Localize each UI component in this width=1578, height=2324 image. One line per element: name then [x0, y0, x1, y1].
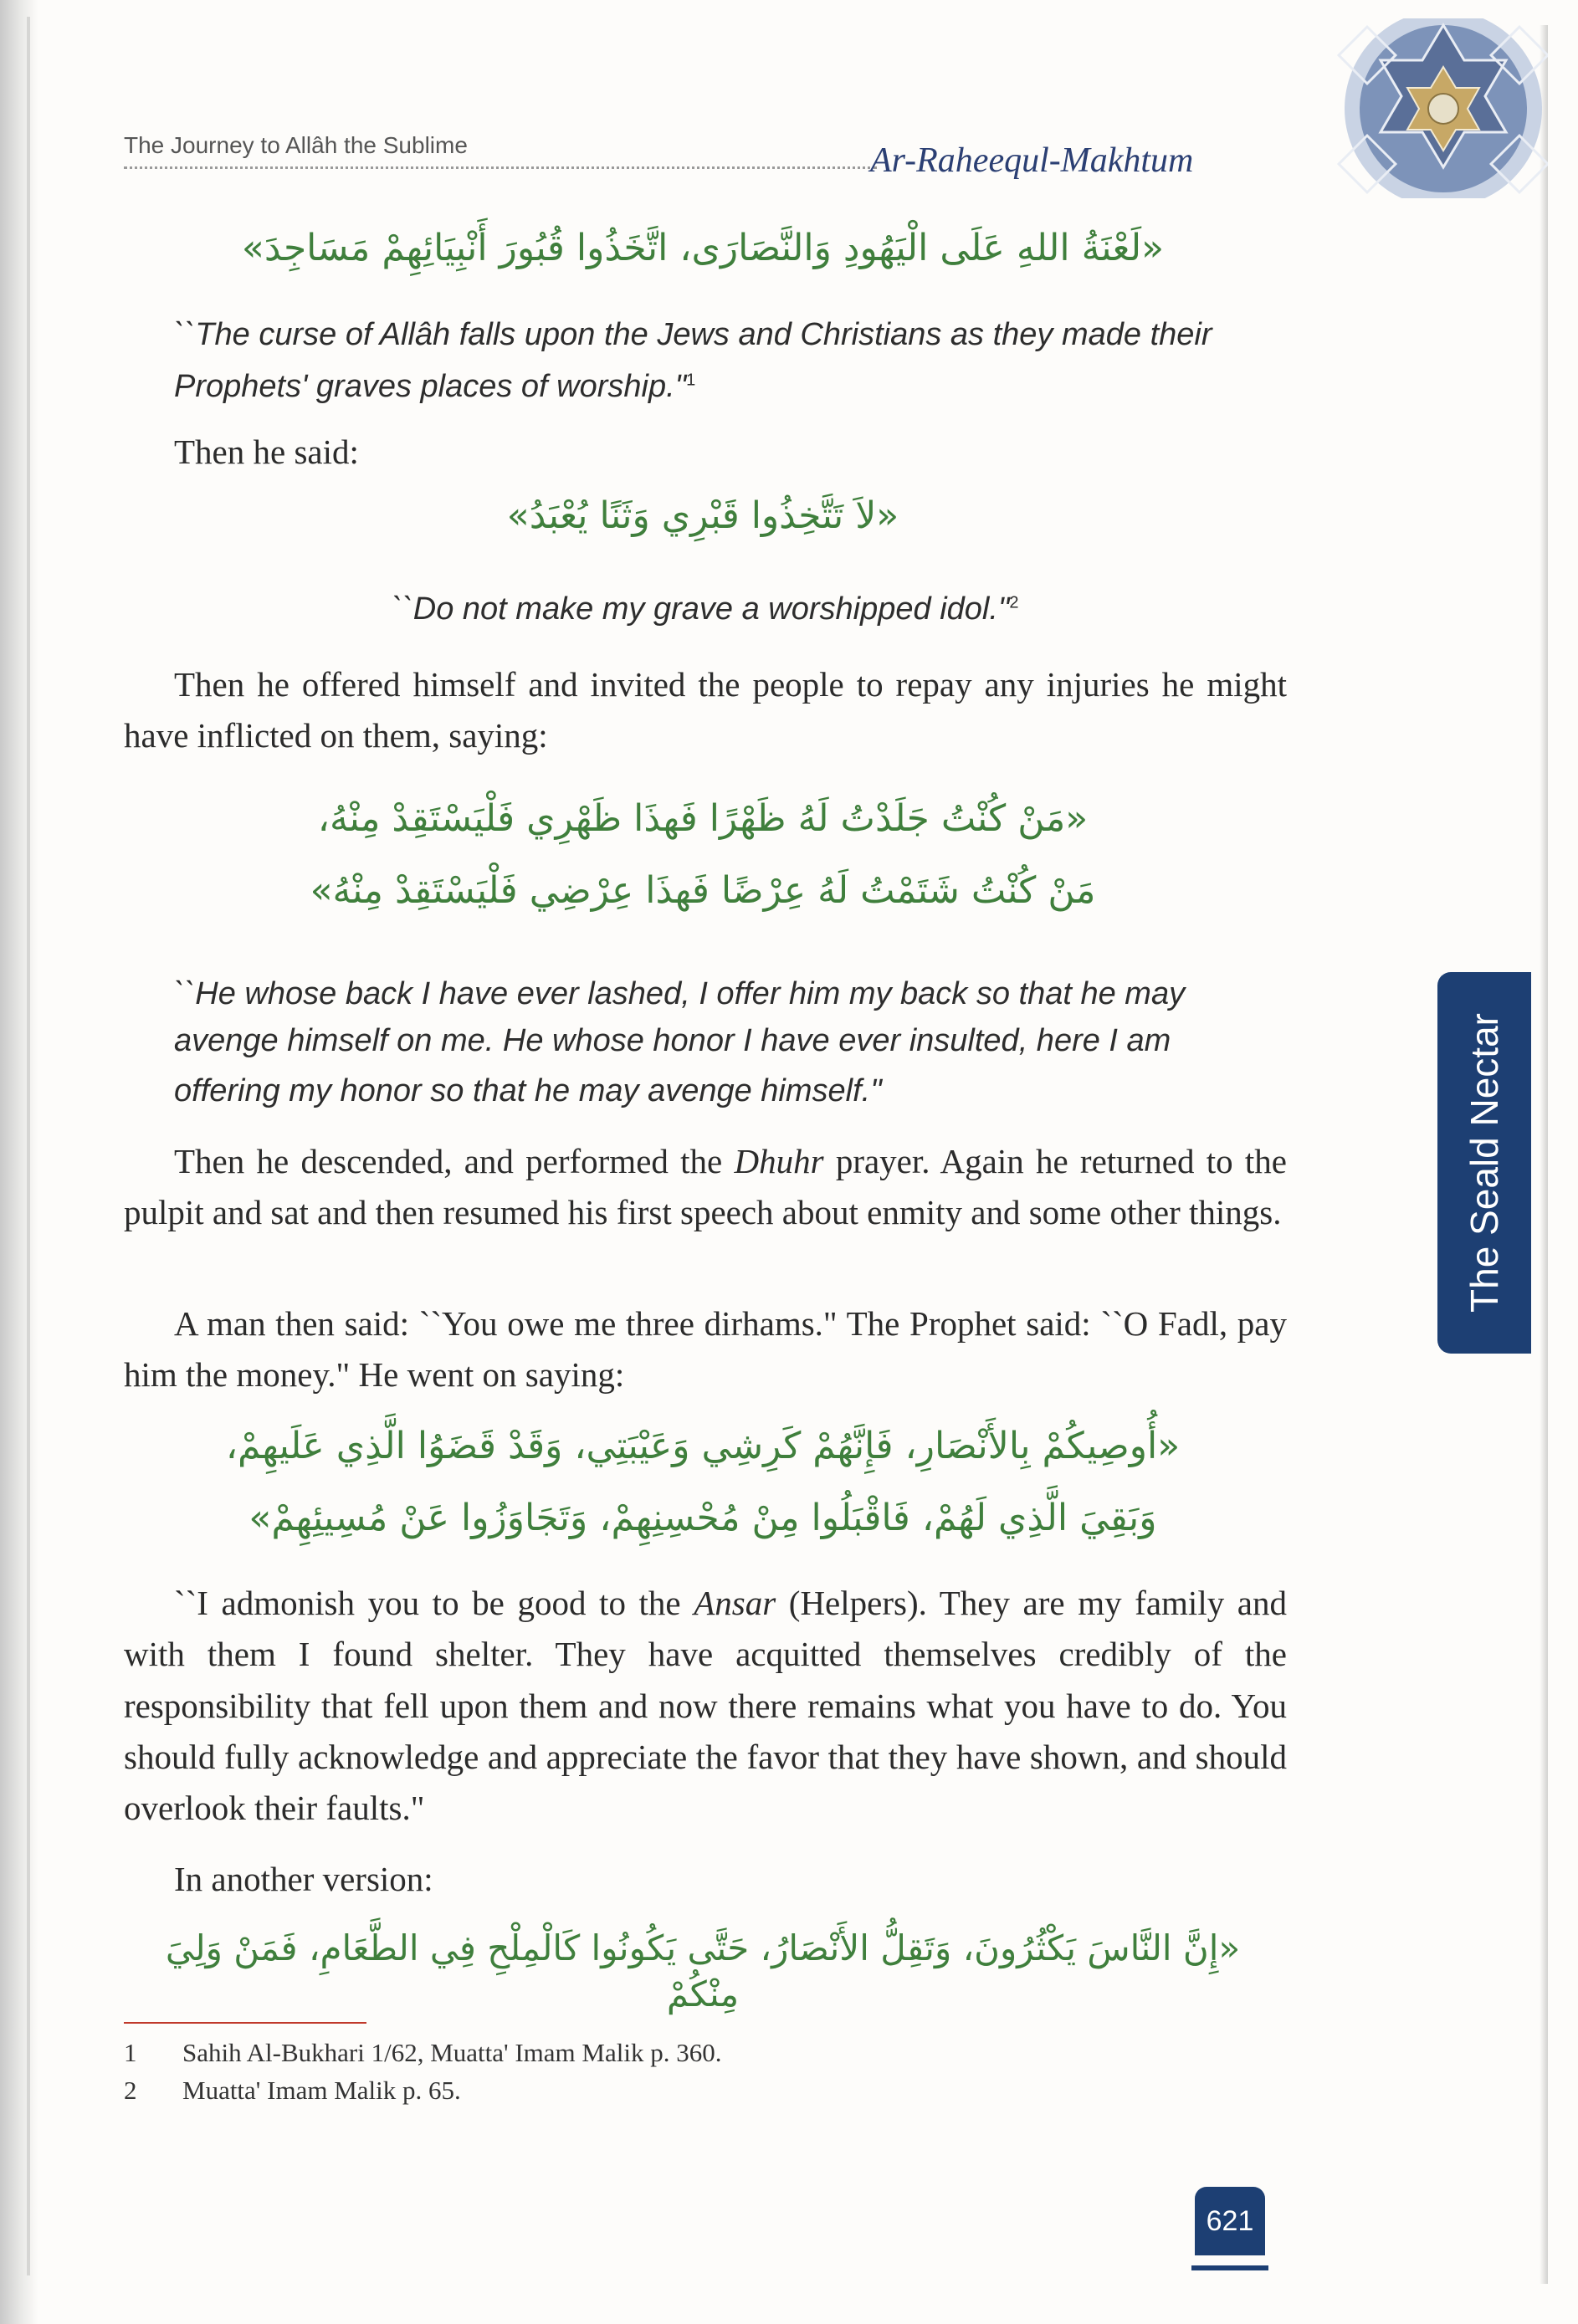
paragraph-man-said: A man then said: ``You owe me three dirhams." The Prophet said: ``O Fadl, pay him the money." He went on saying:	[124, 1304, 1287, 1395]
arabic-hadith-3-line-2: مَنْ كُنْتُ شَتَمْتُ لَهُ عِرْضًا فَهذَا عِرْضِي فَلْيَسْتَقِدْ مِنْهُ»	[310, 869, 1096, 912]
paragraph-descended: Then he descended, and performed the Dhuhr prayer. Again he returned to the pulpit and sat and then resumed his first speech about enmity and some other things.	[124, 1142, 1287, 1232]
footnote-1: 1 Sahih Al-Bukhari 1/62, Muatta' Imam Malik p. 360.	[124, 2038, 722, 2067]
side-tab-label: The Seald Nectar	[1463, 1013, 1506, 1313]
paragraph-another-version: In another version:	[174, 1860, 433, 1898]
arabic-hadith-1: «لَعْنَةُ اللهِ عَلَى الْيَهُودِ وَالنَّصَارَى، اتَّخَذُوا قُبُورَ أَنْبِيَائِهِمْ مَسَاجِدَ»	[241, 227, 1165, 269]
footnote-2: 2 Muatta' Imam Malik p. 65.	[124, 2076, 461, 2105]
paragraph-then-said: Then he said:	[174, 433, 359, 471]
page-edge	[1540, 25, 1548, 2284]
footnote-divider	[124, 2022, 366, 2024]
translation-3-line-2: avenge himself on me. He whose honor I have ever insulted, here I am	[174, 1023, 1171, 1058]
page-number-underline	[1191, 2265, 1268, 2270]
running-header-title: The Journey to Allâh the Sublime	[124, 132, 468, 158]
footnote-ref-2[interactable]: 2	[1009, 593, 1019, 612]
paragraph-admonish: ``I admonish you to be good to the Ansar (Helpers). They are my family and with them I found shelter. They have acquitted themselves credibly of the responsibility that fell upon them and now there remains what you have to do. You should fully acknowledge and appreciate the favor that they have shown, and should overlook their faults."	[124, 1584, 1287, 1828]
translation-3-line-1: ``He whose back I have ever lashed, I offer him my back so that he may	[174, 976, 1186, 1011]
page-binding-line	[27, 17, 30, 2275]
translation-1-line-2: Prophets' graves places of worship."$^1$	[174, 369, 696, 404]
geometric-ornament-icon	[1330, 18, 1548, 198]
side-tab	[1437, 972, 1531, 1354]
paragraph-offered: Then he offered himself and invited the people to repay any injuries he might have inflicted on them, saying:	[124, 665, 1287, 755]
page-number: 621	[1195, 2187, 1265, 2255]
arabic-hadith-4-line-2: وَبَقِيَ الَّذِي لَهُمْ، فَاقْبَلُوا مِنْ مُحْسِنِهِمْ، وَتَجَاوَزُوا عَنْ مُسِيئِهِمْ»	[248, 1497, 1157, 1539]
book-title-logo: Ar-Raheequl-Makhtum	[870, 141, 1194, 180]
translation-1-line-1: ``The curse of Allâh falls upon the Jews and Christians as they made their	[174, 317, 1212, 352]
translation-2: ``Do not make my grave a worshipped idol."$^2$	[392, 591, 1019, 627]
translation-3-line-3: offering my honor so that he may avenge himself."	[174, 1073, 882, 1108]
arabic-hadith-3-line-1: «مَنْ كُنْتُ جَلَدْتُ لَهُ ظَهْرًا فَهذَا ظَهْرِي فَلْيَسْتَقِدْ مِنْهُ،	[317, 797, 1089, 840]
page-binding-shadow	[0, 0, 38, 2324]
arabic-hadith-5: «إِنَّ النَّاسَ يَكْثُرُونَ، وَتَقِلُّ الأَنْصَارُ، حَتَّى يَكُونُوا كَالْمِلْحِ فِي الطَّعَامِ، فَمَنْ وَلِيَ مِنْكُمْ	[165, 1927, 1241, 2014]
arabic-hadith-4-line-1: «أُوصِيكُمْ بِالأَنْصَارِ، فَإِنَّهُمْ كَرِشِي وَعَيْبَتِي، وَقَدْ قَضَوُا الَّذِي عَلَيهِمْ،	[225, 1425, 1181, 1467]
header-divider	[124, 166, 877, 169]
arabic-hadith-2: «لاَ تَتَّخِذُوا قَبْرِي وَثَنًا يُعْبَدُ»	[506, 494, 899, 537]
footnote-ref-1[interactable]: 1	[686, 371, 696, 390]
